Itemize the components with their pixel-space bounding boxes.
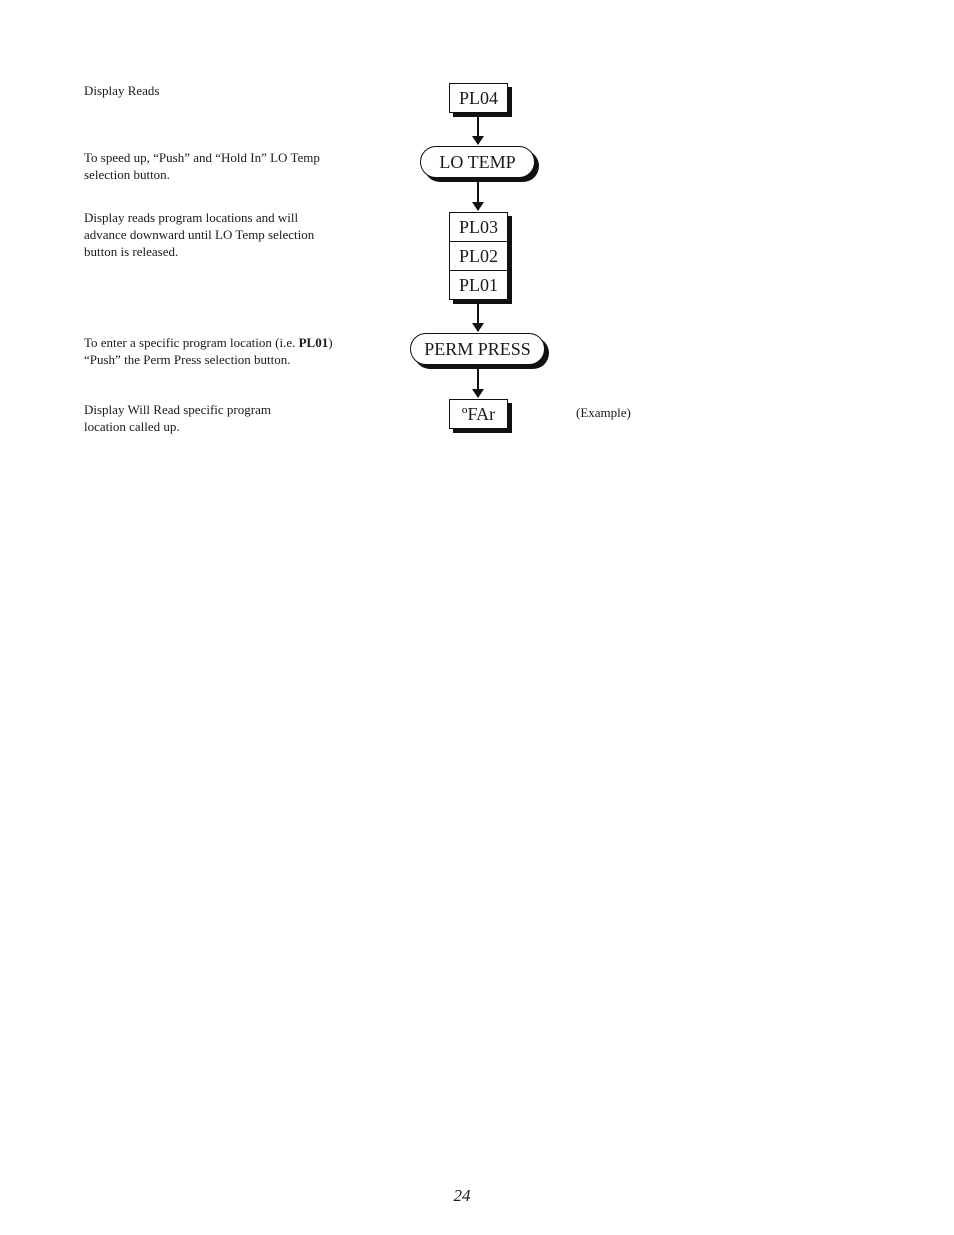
display-box-start: PL04 <box>449 83 508 113</box>
note-text: ) <box>328 335 333 350</box>
note-text: selection button. <box>84 167 170 182</box>
display-box-result: ºFAr <box>449 399 508 429</box>
note-bold-code: PL01 <box>298 335 329 350</box>
perm-press-button: PERM PRESS <box>410 333 545 365</box>
note-text: Display Reads <box>84 83 160 98</box>
page-number: 24 <box>453 1186 471 1205</box>
program-location-cell: PL01 <box>458 275 498 295</box>
program-location-stack <box>449 212 508 300</box>
note-text: button is released. <box>84 244 179 259</box>
program-location-cell: PL02 <box>450 242 507 271</box>
note-text: Display Will Read specific program <box>84 402 271 417</box>
arrow-down <box>477 368 479 397</box>
arrow-down <box>477 116 479 144</box>
program-location-cell: PL03 <box>450 213 507 242</box>
note-text: “Push” the Perm Press selection button. <box>84 352 291 367</box>
note-text: To speed up, “Push” and “Hold In” LO Temp <box>84 150 320 165</box>
arrow-down <box>477 302 479 331</box>
note-text: advance downward until LO Temp selection <box>84 227 315 242</box>
note-text: location called up. <box>84 419 180 434</box>
lo-temp-button: LO TEMP <box>420 146 535 178</box>
note-text: Display reads program locations and will <box>84 210 299 225</box>
arrow-down <box>477 181 479 210</box>
example-label: (Example) <box>576 405 631 420</box>
note-text: To enter a specific program location (i.e. <box>84 335 299 350</box>
